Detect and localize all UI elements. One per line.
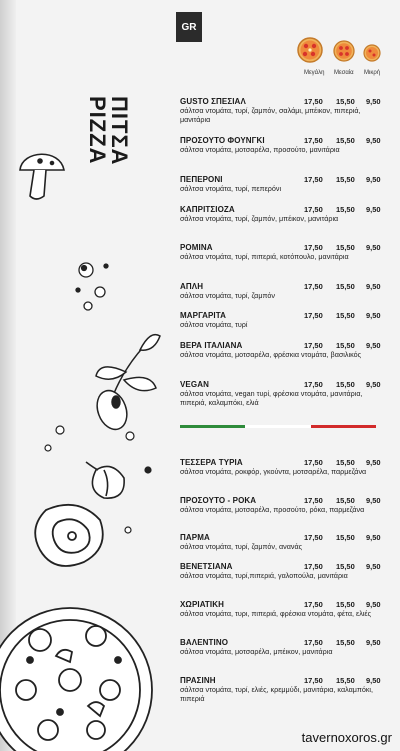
price-medium: 15,50 (336, 136, 355, 145)
price-medium: 15,50 (336, 676, 355, 685)
language-tab[interactable]: GR (176, 12, 202, 42)
price-large: 17,50 (304, 282, 323, 291)
menu-item-prices (304, 311, 400, 321)
price-large: 17,50 (304, 458, 323, 467)
page-edge-shadow (0, 0, 16, 751)
title-latin: PIZZA (85, 96, 110, 165)
menu-item-description: σάλτσα ντομάτα, τυρί (180, 320, 248, 329)
price-medium: 15,50 (336, 282, 355, 291)
size-large-label: Μεγάλη (304, 70, 325, 76)
menu-item-description: σάλτσα ντομάτα, μοτσαρέλα, φρέσκια ντομάτα, βασιλικός (180, 350, 362, 359)
price-medium: 15,50 (336, 311, 355, 320)
size-labels (296, 70, 396, 82)
menu-item-description: σάλτσα ντομάτα, τυρί, ζαμπόν (180, 291, 276, 300)
peppercorn-icons (76, 263, 108, 310)
menu-item-name: ΒΑΛΕΝΤΙΝΟ (180, 638, 229, 647)
price-large: 17,50 (304, 380, 323, 389)
flag-green (180, 425, 245, 428)
menu-item-name: ΤΕΣΣΕΡΑ ΤΥΡΙΑ (180, 458, 243, 467)
menu-item-prices (304, 175, 400, 185)
menu-item-name: ΒΕΡΑ ΙΤΑΛΙΑΝΑ (180, 341, 243, 350)
price-large: 17,50 (304, 175, 323, 184)
menu-item-description: σάλτσα ντομάτα, τυρί, ελιές, κρεμμύδι, μανιτάρια, καλαμπόκι, πιπεριά (180, 685, 374, 703)
title-greek: ΠΙΤΣΑ (107, 96, 132, 166)
price-small: 9,50 (366, 533, 381, 542)
price-medium: 15,50 (336, 638, 355, 647)
price-small: 9,50 (366, 311, 381, 320)
flag-red (311, 425, 376, 428)
price-large: 17,50 (304, 562, 323, 571)
menu-item-name: ΠΑΡΜΑ (180, 533, 210, 542)
menu-item-description: σάλτσα ντομάτα, μοτσαρέλα, μπέικον, μανιτάρια (180, 647, 333, 656)
price-small: 9,50 (366, 136, 381, 145)
price-medium: 15,50 (336, 562, 355, 571)
menu-item-description: σάλτσα ντομάτα, μοτσαρέλα, προσούτο, ρόκα, παρμεζάνα (180, 505, 365, 514)
price-large: 17,50 (304, 496, 323, 505)
menu-item-description: σάλτσα ντομάτα, τυρί, πιπεριά, κοτόπουλο, μανιτάρια (180, 252, 349, 261)
menu-item-prices (304, 496, 400, 506)
price-small: 9,50 (366, 97, 381, 106)
pizza-illustration-icon (0, 608, 152, 751)
price-large: 17,50 (304, 136, 323, 145)
menu-item-description: σάλτσα ντομάτα, τυρί, πεπερόνι (180, 184, 282, 193)
menu-item-name: GUSTO ΣΠΕΣΙΑΛ (180, 97, 246, 106)
watermark: tavernoxoros.gr (301, 730, 392, 745)
price-large: 17,50 (304, 638, 323, 647)
menu-item-name: ΡΟΜΙΝΑ (180, 243, 213, 252)
price-small: 9,50 (366, 243, 381, 252)
price-large: 17,50 (304, 97, 323, 106)
price-medium: 15,50 (336, 243, 355, 252)
menu-item-name: ΠΡΟΣΟΥΤΟ - ΡΟΚΑ (180, 496, 257, 505)
menu-item-prices (304, 243, 400, 253)
menu-item-name: ΑΠΛΗ (180, 282, 204, 291)
price-medium: 15,50 (336, 175, 355, 184)
price-small: 9,50 (366, 341, 381, 350)
pizza-small-icon (364, 45, 380, 61)
price-large: 17,50 (304, 533, 323, 542)
menu-item-prices (304, 136, 400, 146)
menu-item-prices (304, 205, 400, 215)
price-medium: 15,50 (336, 496, 355, 505)
olive-branch-icon (92, 335, 160, 434)
price-small: 9,50 (366, 205, 381, 214)
menu-item-description: σάλτσα ντομάτα, τυρί, ζαμπόν, ανανάς (180, 542, 303, 551)
menu-item-name: ΚΑΠΡΙΤΣΙΟΖΑ (180, 205, 235, 214)
menu-item-description: σάλτσα ντομάτα, ροκφόρ, γκούντα, μοτσαρέλα, παρμεζάνα (180, 467, 367, 476)
menu-item-name: ΠΕΠΕΡΟΝΙ (180, 175, 223, 184)
price-small: 9,50 (366, 458, 381, 467)
price-small: 9,50 (366, 496, 381, 505)
menu-item-description: σάλτσα ντομάτα, τυρι, πιπεριά, φρέσκια ντομάτα, φέτα, ελιές (180, 609, 372, 618)
pizza-large-icon (298, 38, 322, 62)
spice-dots-icon (45, 426, 151, 533)
price-medium: 15,50 (336, 600, 355, 609)
mushroom-icon (20, 154, 64, 199)
price-small: 9,50 (366, 175, 381, 184)
size-medium-label: Μεσαία (334, 70, 354, 76)
menu-item-description: σάλτσα ντομάτα, μοτσαρέλα, προσούτο, μανιτάρια (180, 145, 340, 154)
price-large: 17,50 (304, 205, 323, 214)
pizza-medium-icon (334, 41, 354, 61)
price-small: 9,50 (366, 380, 381, 389)
price-medium: 15,50 (336, 341, 355, 350)
price-large: 17,50 (304, 341, 323, 350)
menu-item-name: ΠΡΑΣΙΝΗ (180, 676, 216, 685)
menu-item-description: σάλτσα ντομάτα, τυρί,πιπεριά, γαλοπούλα, μανιτάρια (180, 571, 348, 580)
menu-item-prices (304, 341, 400, 351)
menu-item-description: σάλτσα ντομάτα, τυρί, ζαμπόν, σαλάμι, μπέικον, πιπεριά, μανιτάρια (180, 106, 361, 124)
menu-item-name: ΒΕΝΕΤΣΙΑΝΑ (180, 562, 233, 571)
menu-item-name: ΧΩΡΙΑΤΙΚΗ (180, 600, 224, 609)
price-small: 9,50 (366, 676, 381, 685)
menu-item-prices (304, 282, 400, 292)
price-medium: 15,50 (336, 205, 355, 214)
price-small: 9,50 (366, 600, 381, 609)
flag-white (245, 425, 310, 428)
price-small: 9,50 (366, 638, 381, 647)
price-medium: 15,50 (336, 380, 355, 389)
pizza-size-icons (296, 36, 386, 66)
price-large: 17,50 (304, 676, 323, 685)
menu-item-name: ΜΑΡΓΑΡΙΤΑ (180, 311, 227, 320)
italian-flag-divider (180, 425, 376, 428)
price-large: 17,50 (304, 243, 323, 252)
menu-item-prices (304, 600, 400, 610)
price-small: 9,50 (366, 282, 381, 291)
menu-item-name: ΠΡΟΣΟΥΤΟ ΦΟΥΝΓΚΙ (180, 136, 265, 145)
menu-item-description: σάλτσα ντομάτα, τυρί, ζαμπόν, μπέικον, μανιτάρια (180, 214, 339, 223)
price-medium: 15,50 (336, 533, 355, 542)
menu-item-prices (304, 380, 400, 390)
menu-item-prices (304, 638, 400, 648)
menu-item-prices (304, 97, 400, 107)
menu-item-name: VEGAN (180, 380, 209, 389)
menu-item-prices (304, 676, 400, 686)
price-large: 17,50 (304, 311, 323, 320)
garlic-icon (86, 462, 124, 498)
menu-item-description: σάλτσα ντομάτα, vegan τυρί, φρέσκια ντομάτα, μανιτάρια, πιπεριά, καλαμπόκι, ελιά (180, 389, 363, 407)
menu-item-prices (304, 562, 400, 572)
menu-item-prices (304, 458, 400, 468)
price-small: 9,50 (366, 562, 381, 571)
price-medium: 15,50 (336, 458, 355, 467)
bell-pepper-slice-icon (35, 505, 103, 566)
price-medium: 15,50 (336, 97, 355, 106)
price-large: 17,50 (304, 600, 323, 609)
section-title (86, 96, 130, 206)
menu-item-prices (304, 533, 400, 543)
size-small-label: Μικρή (364, 70, 381, 76)
